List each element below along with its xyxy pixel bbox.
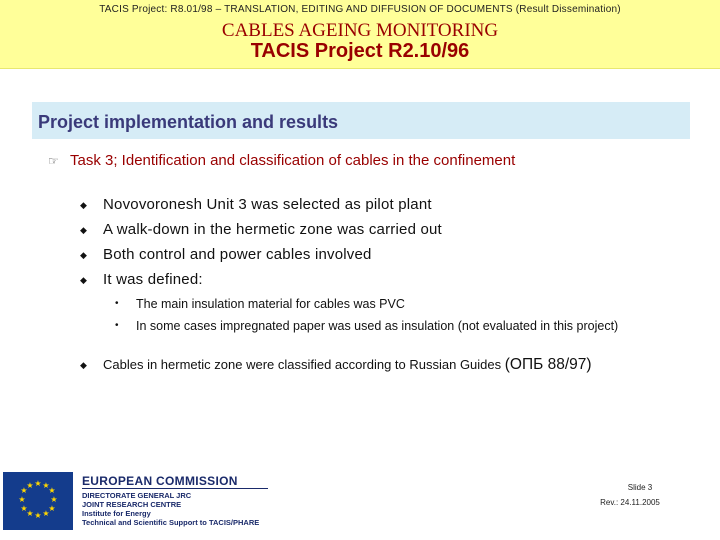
svg-text:★: ★ [20, 486, 28, 495]
sub-bullet-text: The main insulation material for cables was PVC [136, 297, 405, 311]
svg-text:★: ★ [50, 495, 58, 504]
sub-bullet-dot: • [115, 320, 119, 331]
svg-text:★: ★ [18, 495, 26, 504]
bullet-text: Both control and power cables involved [103, 246, 372, 263]
pointing-hand-icon: ☞ [48, 154, 59, 168]
svg-text:★: ★ [48, 504, 56, 513]
task-line [48, 152, 515, 169]
svg-text:★: ★ [26, 481, 34, 490]
svg-text:★: ★ [48, 486, 56, 495]
bullet-text: Cables in hermetic zone were classified according to Russian Guides [103, 357, 502, 372]
svg-text:★: ★ [42, 481, 50, 490]
task-text: Task 3; Identification and classification of cables in the confinement [70, 152, 516, 169]
sub-bullet-text: In some cases impregnated paper was used as insulation (not evaluated in this project) [136, 319, 619, 333]
commission-underline [82, 488, 268, 489]
commission-name: EUROPEAN COMMISSION [82, 474, 238, 488]
diamond-bullet-icon: ◆ [80, 225, 88, 235]
svg-text:★: ★ [34, 479, 42, 488]
footer-line: Technical and Scientific Support to TACIS/PHARE [82, 518, 260, 527]
diamond-bullet-icon: ◆ [80, 250, 88, 260]
guide-reference: (ОПБ 88/97) [504, 356, 592, 373]
bullet-text: Novovoronesh Unit 3 was selected as pilot plant [103, 196, 432, 213]
diamond-bullet-icon: ◆ [80, 275, 88, 285]
svg-text:★: ★ [42, 509, 50, 518]
section-heading: Project implementation and results [38, 112, 339, 132]
diamond-bullet-icon: ◆ [80, 200, 88, 210]
slide-header [0, 0, 720, 69]
slide-subtitle: TACIS Project R2.10/96 [250, 40, 470, 62]
section-heading-bar [32, 102, 690, 139]
revision-date: Rev.: 24.11.2005 [600, 498, 660, 507]
footer-line: JOINT RESEARCH CENTRE [82, 500, 182, 509]
bullet-text: It was defined: [103, 271, 203, 288]
slide-title: CABLES AGEING MONITORING [221, 20, 499, 41]
svg-text:★: ★ [34, 511, 42, 520]
svg-text:★: ★ [26, 509, 34, 518]
footer-line: DIRECTORATE GENERAL JRC [82, 491, 192, 500]
svg-text:★: ★ [20, 504, 28, 513]
diamond-bullet-icon: ◆ [80, 360, 87, 370]
footer-line: Institute for Energy [82, 509, 151, 518]
sub-bullet-dot: • [115, 298, 119, 309]
project-reference: TACIS Project: R8.01/98 – TRANSLATION, EDITING AND DIFFUSION OF DOCUMENTS (Result Dissemination) [99, 4, 621, 15]
eu-flag-icon [3, 472, 73, 530]
bullet-text: A walk-down in the hermetic zone was carried out [103, 221, 442, 238]
slide-number: Slide 3 [627, 483, 653, 492]
